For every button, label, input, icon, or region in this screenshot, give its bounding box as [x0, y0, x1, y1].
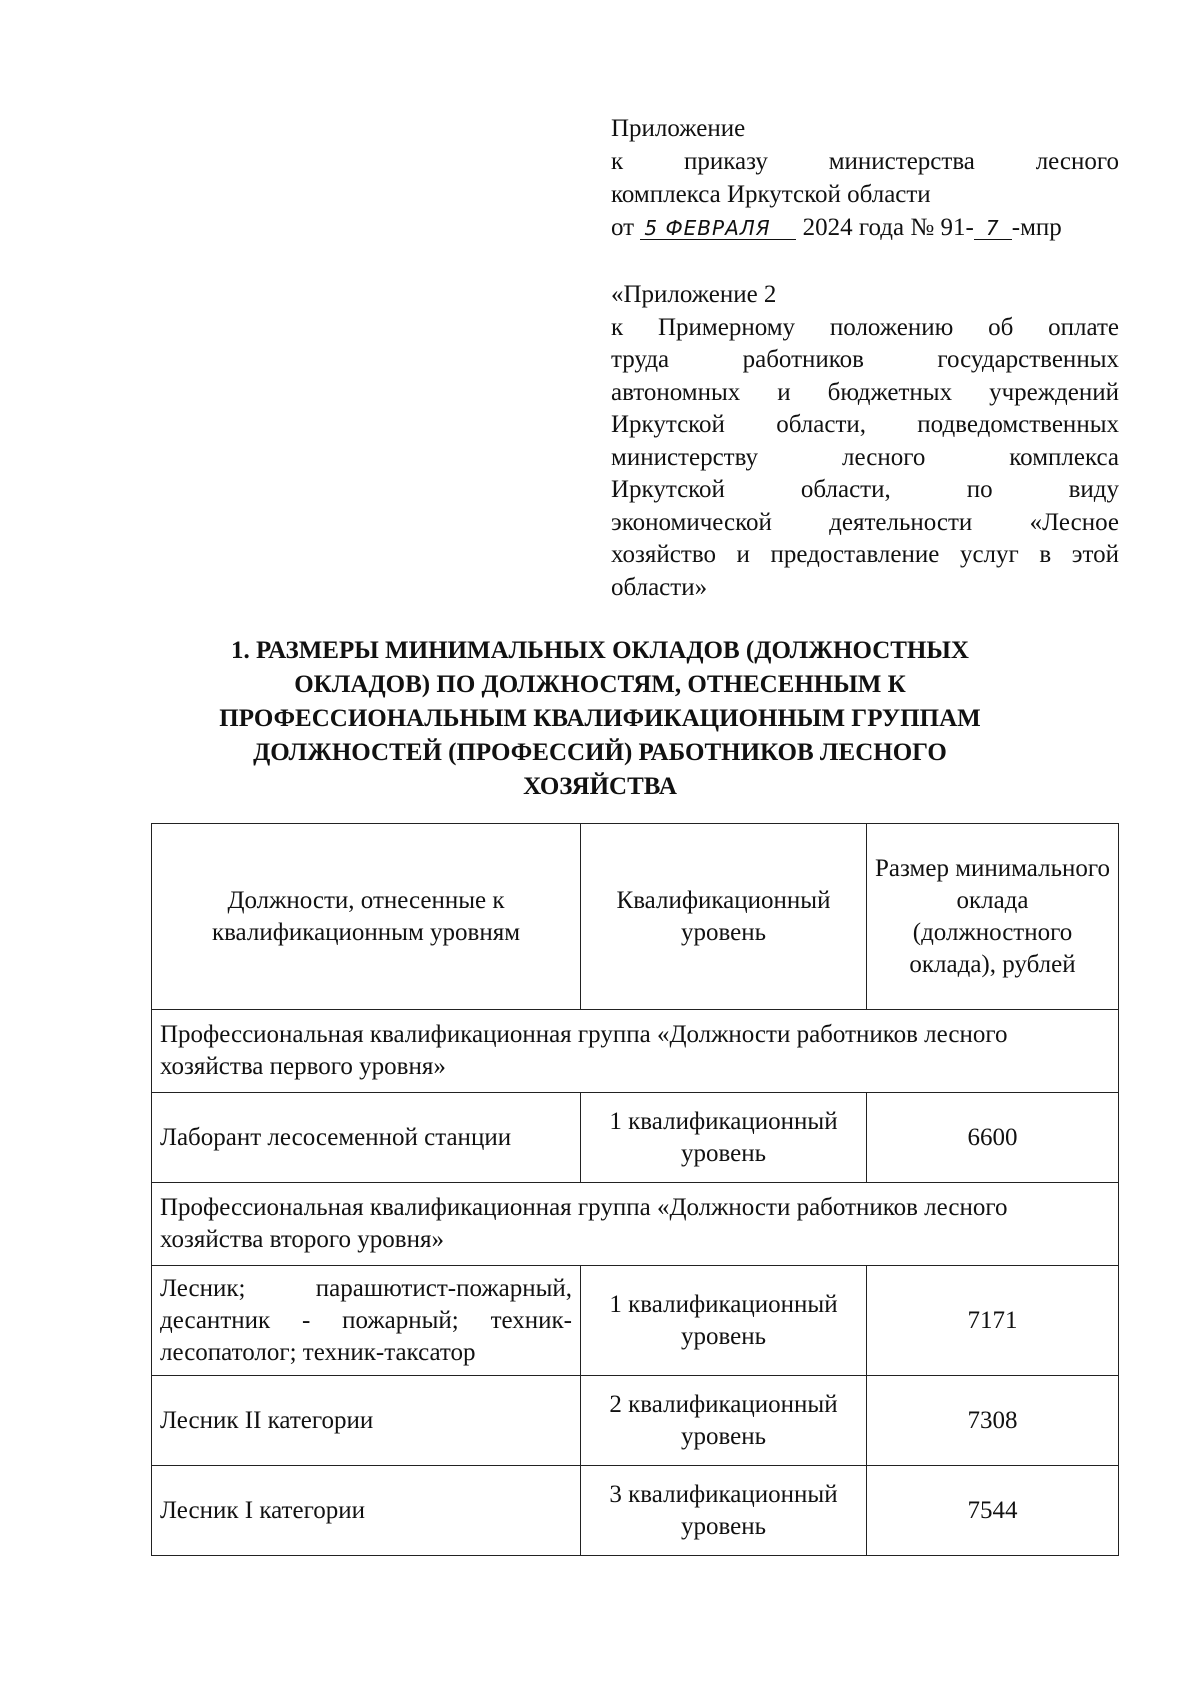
level-cell: 3 квалификационный уровень — [581, 1466, 867, 1556]
position-cell: Лесник II категории — [152, 1376, 581, 1466]
group-title-2: Профессиональная квалификационная группа «Должности работников лесного хозяйства второго уровня» — [152, 1183, 1119, 1266]
position-cell: Лесник I категории — [152, 1466, 581, 1556]
appendix2-line: Иркутской области, подведомственных — [611, 411, 1119, 438]
level-cell: 1 квалификационный уровень — [581, 1093, 867, 1183]
appendix2-line: области» — [611, 573, 708, 601]
table-row — [152, 1266, 1119, 1376]
position-cell: Лесник; парашютист-пожарный, десантник - пожарный; техник-лесопатолог; техник-таксатор — [152, 1266, 581, 1376]
appendix-header — [611, 112, 1119, 244]
header-positions: Должности, отнесенные к квалификационным уровням — [152, 824, 581, 1010]
appendix-date-line — [611, 211, 1119, 244]
appendix2-line: министерству лесного комплекса — [611, 443, 1119, 471]
header-salary: Размер минимального оклада (должностного оклада), рублей — [867, 824, 1119, 1010]
heading-line: ХОЗЯЙСТВА — [523, 773, 677, 800]
appendix2-line: автономных и бюджетных учреждений — [611, 378, 1119, 406]
table-row — [152, 1376, 1119, 1466]
appendix2-line: к Примерному положению об оплате — [611, 313, 1119, 341]
salary-table — [151, 823, 1119, 1556]
appendix2-line: хозяйство и предоставление услуг в этой — [611, 541, 1119, 568]
appendix2-line: «Приложение 2 — [611, 281, 777, 308]
table-row — [152, 1466, 1119, 1556]
appendix2-line: экономической деятельности «Лесное — [611, 508, 1119, 536]
group-row — [152, 1010, 1119, 1093]
heading-line: 1. РАЗМЕРЫ МИНИМАЛЬНЫХ ОКЛАДОВ (ДОЛЖНОСТНЫХ — [231, 637, 969, 664]
salary-cell: 7544 — [867, 1466, 1119, 1556]
table-row — [152, 1093, 1119, 1183]
heading-line: ОКЛАДОВ) ПО ДОЛЖНОСТЯМ, ОТНЕСЕННЫМ К — [294, 671, 906, 698]
appendix-line-ministry: комплекса Иркутской области — [611, 181, 931, 208]
date-prefix: от — [611, 214, 635, 241]
salary-cell: 7171 — [867, 1266, 1119, 1376]
group-row — [152, 1183, 1119, 1266]
order-suffix: -мпр — [1011, 214, 1062, 241]
heading-line: ДОЛЖНОСТЕЙ (ПРОФЕССИЙ) РАБОТНИКОВ ЛЕСНОГО — [253, 739, 947, 766]
table-header-row — [152, 824, 1119, 1010]
appendix2-block — [611, 279, 1119, 604]
appendix-title: Приложение — [611, 115, 746, 142]
year-text: 2024 года № 91- — [802, 214, 974, 241]
appendix-line-order: к приказу министерства лесного — [611, 148, 1119, 175]
appendix2-line: Иркутской области, по виду — [611, 476, 1119, 503]
handwritten-date: 5 ФЕВРАЛЯ — [640, 217, 796, 240]
handwritten-number: 7 — [974, 217, 1012, 240]
appendix2-line: труда работников государственных — [611, 346, 1119, 373]
salary-cell: 6600 — [867, 1093, 1119, 1183]
header-level: Квалификационный уровень — [581, 824, 867, 1010]
group-title-1: Профессиональная квалификационная группа «Должности работников лесного хозяйства первого уровня» — [152, 1010, 1119, 1093]
level-cell: 2 квалификационный уровень — [581, 1376, 867, 1466]
salary-cell: 7308 — [867, 1376, 1119, 1466]
position-cell: Лаборант лесосеменной станции — [152, 1093, 581, 1183]
section-heading — [150, 634, 1050, 804]
level-cell: 1 квалификационный уровень — [581, 1266, 867, 1376]
heading-line: ПРОФЕССИОНАЛЬНЫМ КВАЛИФИКАЦИОННЫМ ГРУППАМ — [219, 705, 981, 732]
